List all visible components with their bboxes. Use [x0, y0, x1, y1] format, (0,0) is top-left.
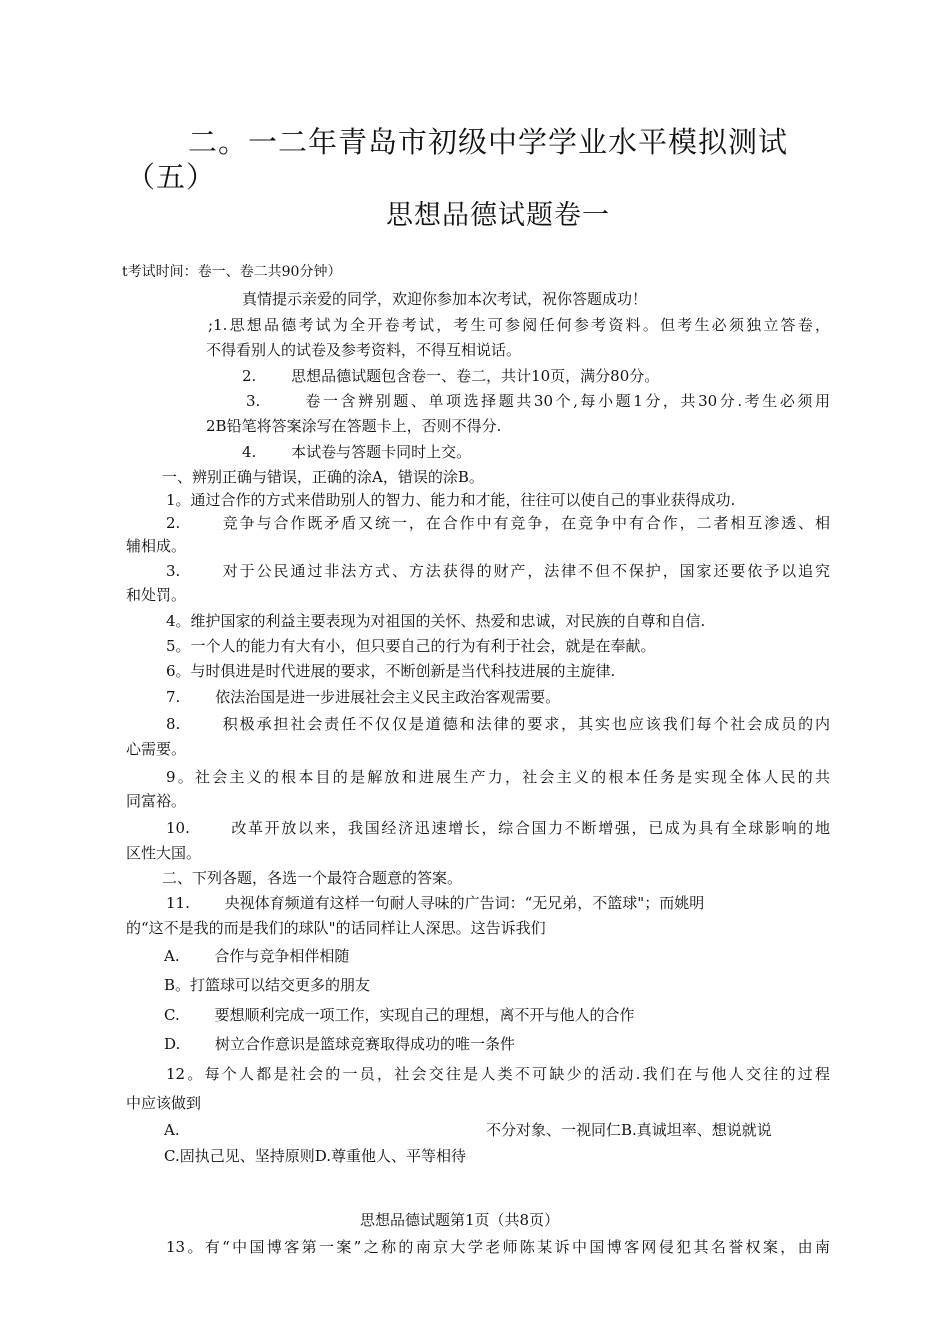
question-5: 5。一个人的能力有大有小，但只要自己的行为有利于社会，就是在奉献。 — [166, 637, 656, 655]
exam-time: t考试时间：卷一、卷二共90分钟） — [122, 264, 342, 280]
question-12-options-ab: 不分对象、一视同仁B.真诚坦率、想说就说 — [486, 1121, 772, 1139]
section-2-heading: 二、下列各题，各选一个最符合题意的答案。 — [162, 869, 463, 887]
question-4: 4。维护国家的利益主要表现为对祖国的关怀、热爱和忠诚，对民族的自尊和自信. — [166, 612, 706, 630]
question-11-line2: 的“这不是我的而是我们的球队"的话同样让人深思。这告诉我们 — [126, 919, 546, 937]
question-12-option-a-label: A. — [164, 1121, 180, 1139]
question-2-line2: 辅相成。 — [126, 537, 187, 555]
question-11-option-b: B。打篮球可以结交更多的朋友 — [164, 976, 371, 994]
question-9-line1: 9。社会主义的根本目的是解放和进展生产力，社会主义的根本任务是实现全体人民的共 — [166, 768, 830, 786]
question-3-line1: 3. 对于公民通过非法方式、方法获得的财产，法律不但不保护，国家还要依予以追究 — [166, 562, 830, 580]
question-2-line1: 2. 竞争与合作既矛盾又统一，在合作中有竞争，在竞争中有合作，二者相互渗透、相 — [166, 514, 830, 532]
page-footer: 思想品德试题第1页（共8页） — [360, 1211, 560, 1229]
question-1: 1。通过合作的方式来借助别人的智力、能力和才能，往往可以使自己的事业获得成功. — [166, 491, 736, 509]
question-12-line2: 中应该做到 — [126, 1094, 202, 1112]
question-13-line1: 13。有“中国博客第一案”之称的南京大学老师陈某诉中国博客网侵犯其名誉权案，由南 — [166, 1238, 830, 1256]
note-4: 4. 本试卷与答题卡同时上交。 — [242, 443, 472, 461]
question-10-line2: 区性大国。 — [126, 844, 202, 862]
note-1-line2: 不得看别人的试卷及参考资料，不得互相说话。 — [206, 341, 522, 359]
question-6: 6。与时俱进是时代进展的要求，不断创新是当代科技进展的主旋律. — [166, 662, 616, 680]
question-11-line1: 11. 央视体育频道有这样一句耐人寻味的广告词：“无兄弟，不篮球"；而姚明 — [166, 894, 705, 912]
question-7: 7. 依法治国是进一步进展社会主义民主政治客观需要。 — [166, 688, 561, 706]
question-3-line2: 和处罚。 — [126, 586, 187, 604]
question-12-options-cd: C.固执己见、坚持原则D.尊重他人、平等相待 — [164, 1147, 466, 1165]
note-1-line1: ;1.思想品德考试为全开卷考试，考生可参阅任何参考资料。但考生必须独立答卷， — [208, 316, 830, 334]
question-11-option-c: C. 要想顺利完成一项工作，实现自己的理想，离不开与他人的合作 — [164, 1006, 635, 1024]
question-10-line1: 10. 改革开放以来，我国经济迅速增长，综合国力不断增强，已成为具有全球影响的地 — [166, 819, 830, 837]
greeting: 真情提示亲爱的同学，欢迎你参加本次考试，祝你答题成功！ — [242, 290, 648, 308]
section-1-heading: 一、辨别正确与错误，正确的涂A，错误的涂B。 — [162, 468, 484, 486]
question-8-line2: 心需要。 — [126, 740, 187, 758]
question-9-line2: 同富裕。 — [126, 792, 187, 810]
exam-title-number: （五） — [126, 160, 217, 194]
note-3-line2: 2B铅笔将答案涂写在答题卡上，否则不得分. — [206, 417, 502, 435]
question-11-option-d: D. 树立合作意识是篮球竞赛取得成功的唯一条件 — [164, 1035, 516, 1053]
question-8-line1: 8. 积极承担社会责任不仅仅是道德和法律的要求，其实也应该我们每个社会成员的内 — [166, 715, 830, 733]
question-12-line1: 12。每个人都是社会的一员，社会交往是人类不可缺少的活动.我们在与他人交往的过程 — [166, 1065, 830, 1083]
note-3-line1: 3. 卷一含辨别题、单项选择题共30个,每小题1分，共30分.考生必须用 — [246, 392, 830, 410]
question-11-option-a: A. 合作与竞争相伴相随 — [164, 947, 350, 965]
note-2: 2. 思想品德试题包含卷一、卷二，共计10页，满分80分。 — [242, 367, 660, 385]
paper-subtitle: 思想品德试题卷一 — [386, 200, 610, 231]
exam-title: 二。一二年青岛市初级中学学业水平模拟测试 — [188, 125, 789, 159]
